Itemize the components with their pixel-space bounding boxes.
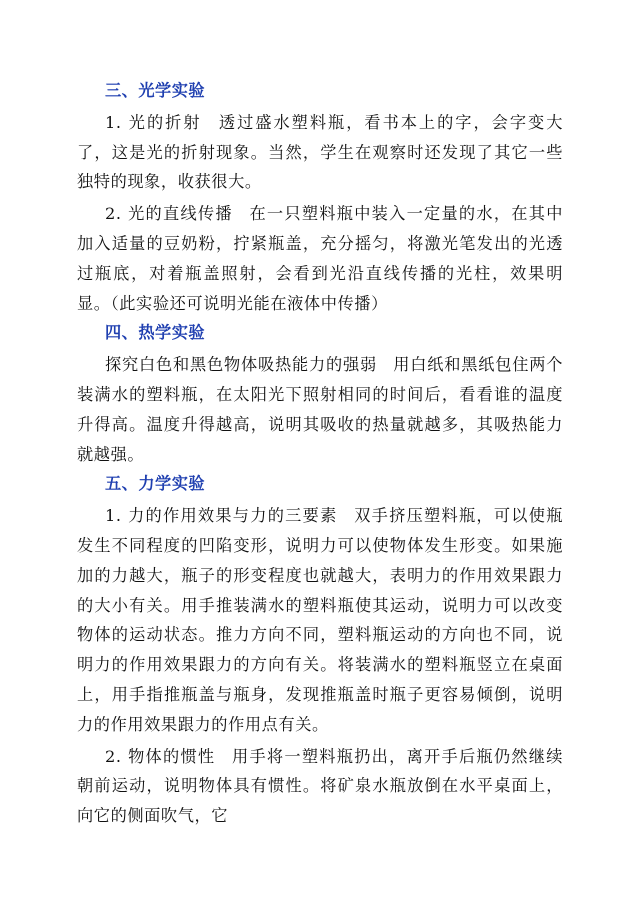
paragraph-light-propagation <box>77 199 563 318</box>
item-number: 1. <box>105 112 122 132</box>
document-content <box>77 76 563 831</box>
item-number: 2. <box>105 746 122 766</box>
section-heading-mechanics: 五、力学实验 <box>105 474 206 494</box>
item-body: 在一只塑料瓶中装入一定量的水，在其中加入适量的豆奶粉，拧紧瓶盖，充分摇匀，将激光笔发出的光透过瓶底，对着瓶盖照射，会看到光沿直线传播的光柱，效果明显。（此实验还可说明光能在液体中传播） <box>77 204 563 313</box>
item-title: 物体的惯性 <box>128 746 216 766</box>
item-title: 探究白色和黑色物体吸热能力的强弱 <box>105 355 377 375</box>
item-number: 2. <box>105 204 122 224</box>
item-title: 光的折射 <box>128 112 202 132</box>
paragraph-refraction <box>77 108 563 197</box>
item-title: 光的直线传播 <box>128 204 233 224</box>
item-number: 1. <box>105 506 122 526</box>
item-body: 用白纸和黑纸包住两个装满水的塑料瓶，在太阳光下照射相同的时间后，看看谁的温度升得高。温度升得越高，说明其吸收的热量就越多，其吸热能力就越强。 <box>77 355 563 464</box>
paragraph-heat-absorption <box>77 350 563 469</box>
item-body: 双手挤压塑料瓶，可以使瓶发生不同程度的凹陷变形，说明力可以使物体发生形变。如果施加的力越大，瓶子的形变程度也就越大，表明力的作用效果跟力的大小有关。用手推装满水的塑料瓶使其运动，说明力可以改变物体的运动状态。推力方向不同，塑料瓶运动的方向也不同，说明力的作用效果跟力的方向有关。将装满水的塑料瓶竖立在桌面上，用手指推瓶盖与瓶身，发现推瓶盖时瓶子更容易倾倒，说明力的作用效果跟力的作用点有关。 <box>77 506 564 734</box>
item-title: 力的作用效果与力的三要素 <box>128 506 338 526</box>
paragraph-force-effects <box>77 501 563 739</box>
paragraph-inertia <box>77 742 563 831</box>
item-body: 用手将一塑料瓶扔出，离开手后瓶仍然继续朝前运动，说明物体具有惯性。将矿泉水瓶放倒在水平桌面上，向它的侧面吹气，它 <box>77 746 564 826</box>
item-body: 透过盛水塑料瓶，看书本上的字，会字变大了，这是光的折射现象。当然，学生在观察时还发现了其它一些独特的现象，收获很大。 <box>77 112 563 192</box>
section-heading-optics: 三、光学实验 <box>105 81 206 100</box>
section-heading-thermal: 四、热学实验 <box>105 323 206 343</box>
